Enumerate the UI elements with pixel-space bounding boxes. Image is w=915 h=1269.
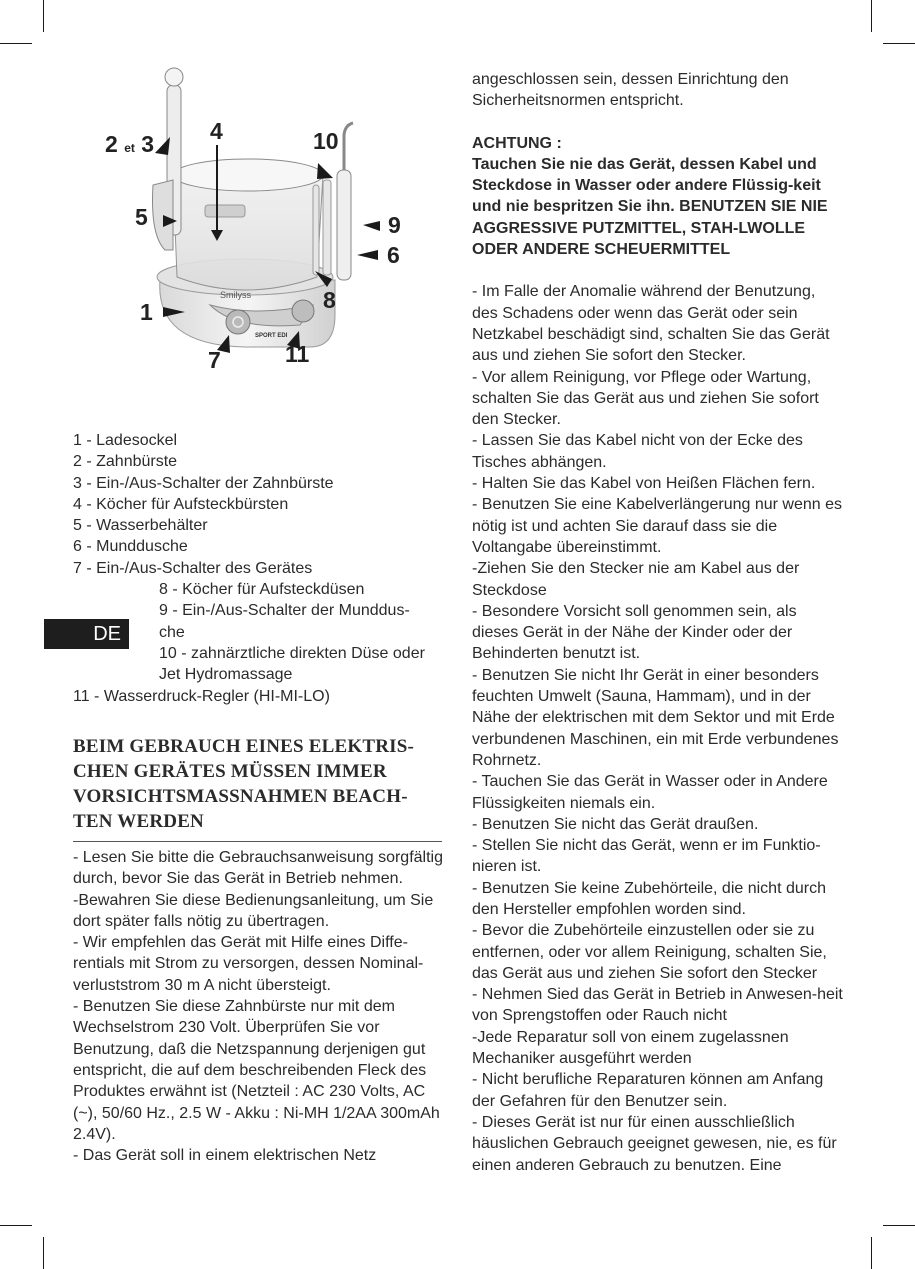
divider bbox=[73, 841, 442, 842]
paragraph: - Besondere Vorsicht soll genommen sein, als dieses Gerät in der Nähe der Kinder oder der Behinderten benutzt ist. bbox=[472, 602, 797, 663]
callout-2-et-3 bbox=[105, 131, 154, 158]
paragraph: - Nehmen Sied das Gerät in Betrieb in Anwesen-heit von Sprengstoffen oder Rauch nicht bbox=[472, 986, 843, 1025]
brand-label: Smilyss bbox=[220, 290, 251, 300]
section-heading: BEIM GEBRAUCH EINES ELEKTRIS-CHEN GERÄTES MÜSSEN IMMER VORSICHTSMASSNAHMEN BEACH-TEN WERDEN bbox=[73, 736, 415, 832]
list-item: 6 - Munddusche bbox=[73, 538, 188, 556]
crop-mark bbox=[871, 1237, 872, 1269]
spacer bbox=[472, 112, 844, 133]
model-label: SPORT EDI bbox=[255, 333, 288, 339]
callout-et: et bbox=[124, 141, 135, 155]
callout-2: 2 bbox=[105, 131, 118, 157]
paragraph: - Nicht berufliche Reparaturen können am Anfang der Gefahren für den Benutzer sein. bbox=[472, 1071, 824, 1110]
paragraph: - Tauchen Sie das Gerät in Wasser oder in Andere Flüssigkeiten niemals ein. bbox=[472, 773, 828, 812]
paragraph: - Halten Sie das Kabel von Heißen Flächen fern. bbox=[472, 475, 816, 493]
callout-10: 10 bbox=[313, 128, 339, 154]
list-item: 1 - Ladesockel bbox=[73, 432, 178, 449]
callout-1: 1 bbox=[140, 299, 153, 325]
paragraph: - Benutzen Sie eine Kabelverlängerung nur wenn es nötig ist und achten Sie darauf dass sie die Voltangabe übereinstimmt. bbox=[472, 496, 843, 556]
list-item: 10 - zahnärztliche direkten Düse oder Jet Hydromassage bbox=[159, 644, 425, 684]
paragraph: - Dieses Gerät ist nur für einen ausschließlich häuslichen Gebrauch geeignet gewesen, nie, es für einen anderen Gebrauch zu benutzen. Eine bbox=[472, 1113, 837, 1174]
crop-mark bbox=[883, 1225, 915, 1226]
paragraph: - Lassen Sie das Kabel nicht von der Ecke des Tisches abhängen. bbox=[472, 432, 803, 471]
crop-mark bbox=[0, 43, 32, 44]
crop-mark bbox=[0, 1225, 32, 1226]
callout-5: 5 bbox=[135, 204, 148, 230]
callout-11: 11 bbox=[285, 341, 310, 367]
list-item: 5 - Wasserbehälter bbox=[73, 517, 208, 535]
callout-3: 3 bbox=[141, 131, 155, 157]
paragraph: - Im Falle der Anomalie während der Benutzung, des Schadens oder wenn das Gerät oder sein Netzkabel beschädigt sind, schalten Sie das Gerät aus und ziehen Sie sofort den Stecker. bbox=[472, 283, 830, 365]
paragraph: -Jede Reparatur soll von einem zugelassnen Mechaniker ausgeführt werden bbox=[472, 1028, 789, 1068]
list-item: 9 - Ein-/Aus-Schalter der Munddus-che bbox=[159, 602, 410, 641]
list-item: 4 - Köcher für Aufsteckbürsten bbox=[73, 495, 289, 513]
crop-mark bbox=[883, 43, 915, 44]
warning-title: ACHTUNG : bbox=[472, 134, 562, 152]
paragraph: -Ziehen Sie den Stecker nie am Kabel aus der Steckdose bbox=[472, 560, 800, 599]
parts-list bbox=[73, 430, 448, 707]
paragraph: angeschlossen sein, dessen Einrichtung den Sicherheitsnormen entspricht. bbox=[472, 71, 789, 110]
list-item: 7 - Ein-/Aus-Schalter des Gerätes bbox=[73, 559, 313, 577]
right-column bbox=[472, 69, 844, 1176]
crop-mark bbox=[43, 0, 44, 32]
list-item: 11 - Wasserdruck-Regler (HI-MI-LO) bbox=[73, 687, 330, 705]
paragraph: - Wir empfehlen das Gerät mit Hilfe eines Diffe-rentials mit Strom zu versorgen, dessen Nominal-verluststrom 30 m A nicht übersteigt. bbox=[73, 934, 424, 994]
paragraph: - Benutzen Sie keine Zubehörteile, die nicht durch den Hersteller empfohlen worden sind. bbox=[472, 879, 826, 918]
paragraph: -Bewahren Sie diese Bedienungsanleitung, um Sie dort später falls nötig zu übertragen. bbox=[73, 891, 434, 930]
crop-mark bbox=[43, 1237, 44, 1269]
spacer bbox=[472, 260, 844, 281]
callout-4: 4 bbox=[210, 118, 223, 144]
list-item: 3 - Ein-/Aus-Schalter der Zahnbürste bbox=[73, 474, 334, 492]
paragraph: - Vor allem Reinigung, vor Pflege oder Wartung, schalten Sie das Gerät aus und ziehen Sie sofort den Stecker. bbox=[472, 368, 819, 429]
callout-9: 9 bbox=[388, 212, 401, 238]
paragraph: - Bevor die Zubehörteile einzustellen oder sie zu entfernen, oder vor allem Reinigung, schalten Sie, das Gerät aus und ziehen Sie sofort den Stecker bbox=[472, 922, 827, 982]
paragraph: - Lesen Sie bitte die Gebrauchsanweisung sorgfältig durch, bevor Sie das Gerät in Betrieb nehmen. bbox=[73, 849, 443, 888]
paragraph: - Das Gerät soll in einem elektrischen Netz bbox=[73, 1147, 377, 1165]
paragraph: - Benutzen Sie nicht Ihr Gerät in einer besonders feuchten Umwelt (Sauna, Hammam), und in der Nähe der elektrischen mit dem Sektor und mit Erde verbundenen Maschinen, ein mit Erde verbundenes Rohrnetz. bbox=[472, 666, 839, 769]
callout-8: 8 bbox=[323, 287, 336, 313]
list-item: 8 - Köcher für Aufsteckdüsen bbox=[159, 581, 365, 599]
left-column bbox=[73, 847, 445, 1166]
paragraph: - Benutzen Sie diese Zahnbürste nur mit dem Wechselstrom 230 Volt. Überprüfen Sie vor Benutzung, daß die Netzspannung derjenigen gut entspricht, die auf dem beschreibenden Fleck des Produktes erwähnt ist (Netzteil : AC 230 Volts, AC (~), 50/60 Hz., 2.5 W - Akku : Ni-MH 1/2AA 300mAh 2.4V). bbox=[73, 998, 440, 1143]
list-item: 2 - Zahnbürste bbox=[73, 453, 178, 471]
warning-text: Tauchen Sie nie das Gerät, dessen Kabel und Steckdose in Wasser oder andere Flüssig-keit und nie bespritzen Sie ihn. BENUTZEN SIE NIE AGGRESSIVE PUTZMITTEL, STAH-LWOLLE ODER ANDERE SCHEUERMITTEL bbox=[472, 155, 828, 259]
callout-7: 7 bbox=[208, 347, 221, 373]
paragraph: - Stellen Sie nicht das Gerät, wenn er im Funktio-nieren ist. bbox=[472, 837, 821, 876]
crop-mark bbox=[871, 0, 872, 32]
product-figure bbox=[95, 55, 440, 385]
paragraph: - Benutzen Sie nicht das Gerät draußen. bbox=[472, 815, 759, 833]
callout-6: 6 bbox=[387, 242, 400, 268]
language-badge: DE bbox=[44, 619, 129, 649]
